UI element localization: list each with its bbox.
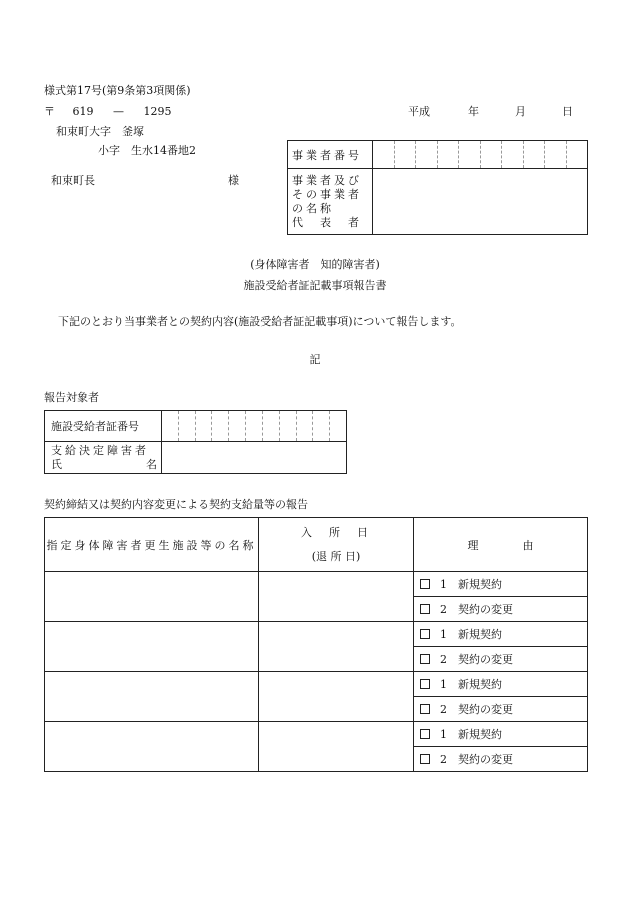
date-day: 日 xyxy=(562,105,573,118)
checkbox-icon[interactable] xyxy=(420,704,430,714)
report-target-heading: 報告対象者 xyxy=(44,391,99,404)
form-id: 様式第17号(第9条第3項関係) xyxy=(44,84,191,97)
postal-code-2: 1295 xyxy=(143,105,172,118)
checkbox-icon[interactable] xyxy=(420,729,430,739)
postal-code xyxy=(44,103,172,119)
business-number-label: 事業者番号 xyxy=(288,141,373,169)
reason-option-new[interactable]: 1 新規契約 xyxy=(414,672,588,697)
facility-name-cell[interactable] xyxy=(45,722,259,772)
checkbox-icon[interactable] xyxy=(420,604,430,614)
address-line-2: 小字 生水14番地2 xyxy=(98,144,196,157)
reason-option-new[interactable]: 1 新規契約 xyxy=(414,722,588,747)
postal-code-1: 619 xyxy=(72,105,94,118)
intro-text: 下記のとおり当事業者との契約内容(施設受給者証記載事項)について報告します。 xyxy=(58,315,462,328)
business-box xyxy=(287,140,588,235)
report-target-table xyxy=(44,410,347,474)
contract-table xyxy=(44,517,588,772)
cert-number-input[interactable] xyxy=(162,411,347,442)
date-era: 平成 xyxy=(408,105,430,118)
address-line-1: 和束町大字 釜塚 xyxy=(56,125,144,138)
checkbox-icon[interactable] xyxy=(420,629,430,639)
admission-date-cell[interactable] xyxy=(259,572,414,622)
business-number-input[interactable] xyxy=(373,141,588,169)
admission-date-cell[interactable] xyxy=(259,722,414,772)
reason-option-new[interactable]: 1 新規契約 xyxy=(414,622,588,647)
facility-name-cell[interactable] xyxy=(45,622,259,672)
title-line-1: (身体障害者 知的障害者) xyxy=(250,258,380,271)
recipient-name: 和束町長 xyxy=(51,174,95,187)
admission-date-cell[interactable] xyxy=(259,622,414,672)
checkbox-icon[interactable] xyxy=(420,754,430,764)
reason-option-change[interactable]: 2 契約の変更 xyxy=(414,597,588,622)
recipient-person-input[interactable] xyxy=(162,442,347,474)
date-month: 月 xyxy=(515,105,526,118)
business-name-input[interactable] xyxy=(373,169,588,235)
checkbox-icon[interactable] xyxy=(420,579,430,589)
reason-option-change[interactable]: 2 契約の変更 xyxy=(414,697,588,722)
title-line-2: 施設受給者証記載事項報告書 xyxy=(243,279,387,292)
admission-date-cell[interactable] xyxy=(259,672,414,722)
cert-number-label: 施設受給者証番号 xyxy=(45,411,162,442)
reason-option-change[interactable]: 2 契約の変更 xyxy=(414,647,588,672)
postal-dash: — xyxy=(113,105,124,118)
recipient-person-label: 支給決定障害者 氏 名 xyxy=(45,442,162,474)
reason-option-new[interactable]: 1 新規契約 xyxy=(414,572,588,597)
ki-label: 記 xyxy=(309,353,321,366)
facility-name-cell[interactable] xyxy=(45,672,259,722)
reason-option-change[interactable]: 2 契約の変更 xyxy=(414,747,588,772)
col-facility-header: 指定身体障害者更生施設等の名称 xyxy=(45,518,259,572)
postal-mark-icon: 〒 xyxy=(44,105,55,118)
col-date-header: 入 所 日 (退 所 日) xyxy=(259,518,414,572)
contract-report-heading: 契約締結又は契約内容変更による契約支給量等の報告 xyxy=(44,498,308,511)
checkbox-icon[interactable] xyxy=(420,679,430,689)
recipient-honorific: 様 xyxy=(228,174,239,187)
business-name-label: 事業者及び その事業者 の名称 代 表 者 xyxy=(288,169,373,235)
facility-name-cell[interactable] xyxy=(45,572,259,622)
date-year: 年 xyxy=(468,105,479,118)
col-reason-header: 理 由 xyxy=(414,518,588,572)
checkbox-icon[interactable] xyxy=(420,654,430,664)
